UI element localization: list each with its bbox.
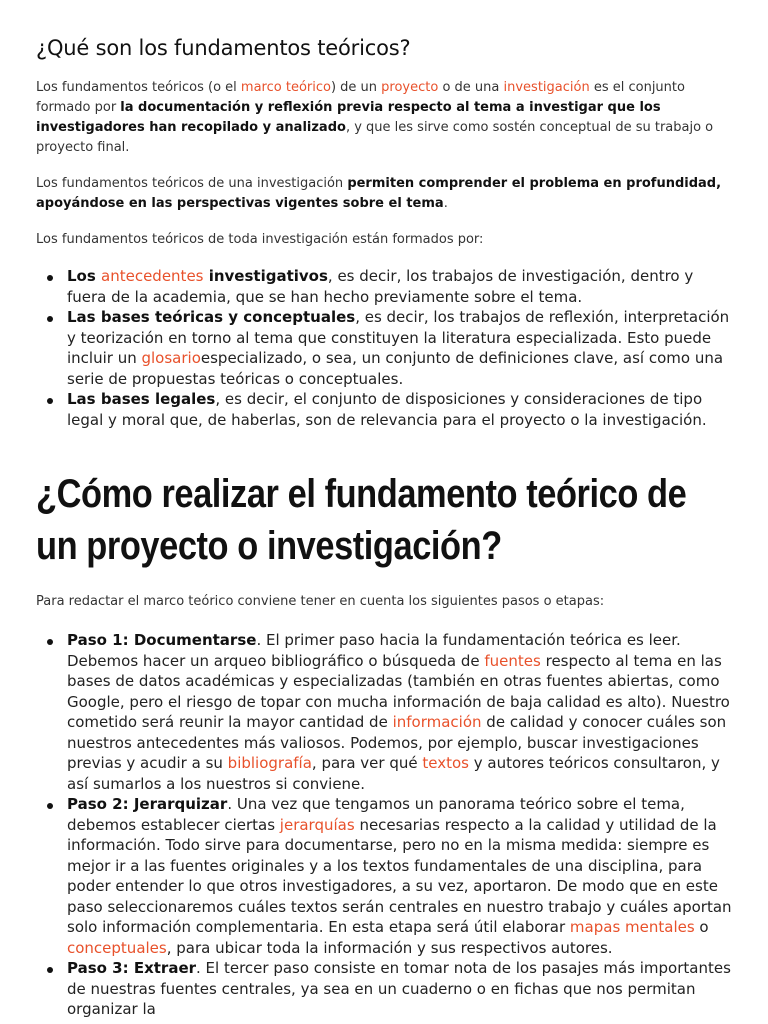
paragraph-components-intro: Los fundamentos teóricos de toda investigación están formados por: bbox=[36, 232, 484, 247]
link-fuentes[interactable]: fuentes bbox=[484, 651, 541, 670]
link-glosario[interactable]: glosario bbox=[141, 349, 201, 367]
link-mapas-mentales[interactable]: mapas mentales bbox=[569, 918, 695, 936]
section-title-fundamentos: ¿Qué son los fundamentos teóricos? bbox=[36, 36, 411, 60]
list-item: Las bases teóricas y conceptuales, es decir, los trabajos de reflexión, interpretación y teorización en torno al tema que constituyen la literatura especializada. Esto puede incluir un glosarioespecializado, o sea, un conjunto de definiciones clave, así como una serie de propuestas teóricas o conceptuales. bbox=[67, 307, 732, 389]
link-proyecto[interactable]: proyecto bbox=[381, 80, 439, 95]
link-informacion[interactable]: información bbox=[392, 713, 482, 731]
paragraph-steps-intro: Para redactar el marco teórico conviene tener en cuenta los siguientes pasos o etapas: bbox=[36, 594, 605, 609]
link-bibliografia[interactable]: bibliografía bbox=[227, 754, 312, 772]
link-conceptuales[interactable]: conceptuales bbox=[67, 938, 167, 957]
paragraph-purpose: Los fundamentos teóricos de una investigación permiten comprender el problema en profundidad, apoyándose en las perspectivas vigentes sobre el tema. bbox=[36, 176, 722, 211]
list-item-step-1: Paso 1: Documentarse. El primer paso hacia la fundamentación teórica es leer. Debemos hacer un arqueo bibliográfico o búsqueda de fuentes respecto al tema en las bases de datos académicas y especializadas (también en otras fuentes abiertas, como Google, pero el riesgo de topar con mucha información de baja calidad es alto). Nuestro cometido será reunir la mayor cantidad de información de calidad y conocer cuáles son nuestros antecedentes más valiosos. Podemos, por ejemplo, buscar investigaciones previas y acudir a su bibliografía, para ver qué textos y autores teóricos consultaron, y así sumarlos a los nuestros si conviene. bbox=[67, 630, 732, 794]
list-item-step-2: Paso 2: Jerarquizar. Una vez que tengamos un panorama teórico sobre el tema, debemos establecer ciertas jerarquías necesarias respecto a la calidad y utilidad de la información. Todo sirve para documentarse, pero no en la misma medida: siempre es mejor ir a las fuentes originales y a los textos fundamentales de una disciplina, para poder entender lo que otros investigadores, a su vez, aportaron. De modo que en este paso seleccionaremos cuáles textos serán centrales en nuestro trabajo y cuáles aportan solo información complementaria. En esta etapa será útil elaborar mapas mentales o conceptuales, para ubicar toda la información y sus respectivos autores. bbox=[67, 795, 732, 957]
link-jerarquias[interactable]: jerarquías bbox=[279, 815, 355, 834]
steps-list bbox=[36, 630, 732, 1020]
section-title-como-realizar: ¿Cómo realizar el fundamento teórico de un proyecto o investigación? bbox=[36, 472, 687, 568]
link-textos[interactable]: textos bbox=[422, 754, 469, 772]
list-item: Las bases legales, es decir, el conjunto de disposiciones y consideraciones de tipo legal y moral que, de haberlas, son de relevancia para el proyecto o la investigación. bbox=[67, 389, 732, 430]
link-antecedentes[interactable]: antecedentes bbox=[101, 267, 204, 285]
components-list bbox=[36, 266, 732, 430]
list-item-step-3: Paso 3: Extraer. El tercer paso consiste en tomar nota de los pasajes más importantes de nuestras fuentes centrales, ya sea en un cuaderno o en fichas que nos permitan organizar la bbox=[67, 959, 731, 1018]
list-item: Los antecedentes investigativos, es decir, los trabajos de investigación, dentro y fuera de la academia, que se han hecho previamente sobre el tema. bbox=[67, 266, 732, 307]
link-investigar[interactable]: investigar bbox=[529, 100, 604, 115]
link-marco-teorico[interactable]: marco teórico bbox=[240, 80, 331, 95]
paragraph-definition: Los fundamentos teóricos (o el marco teórico) de un proyecto o de una investigación es el conjunto formado por la documentación y reflexión previa respecto al tema a investigar que los investigadores han recopilado y analizado, y que les sirve como sostén conceptual de su trabajo o proyecto final. bbox=[36, 80, 714, 155]
link-investigacion[interactable]: investigación bbox=[503, 80, 590, 95]
